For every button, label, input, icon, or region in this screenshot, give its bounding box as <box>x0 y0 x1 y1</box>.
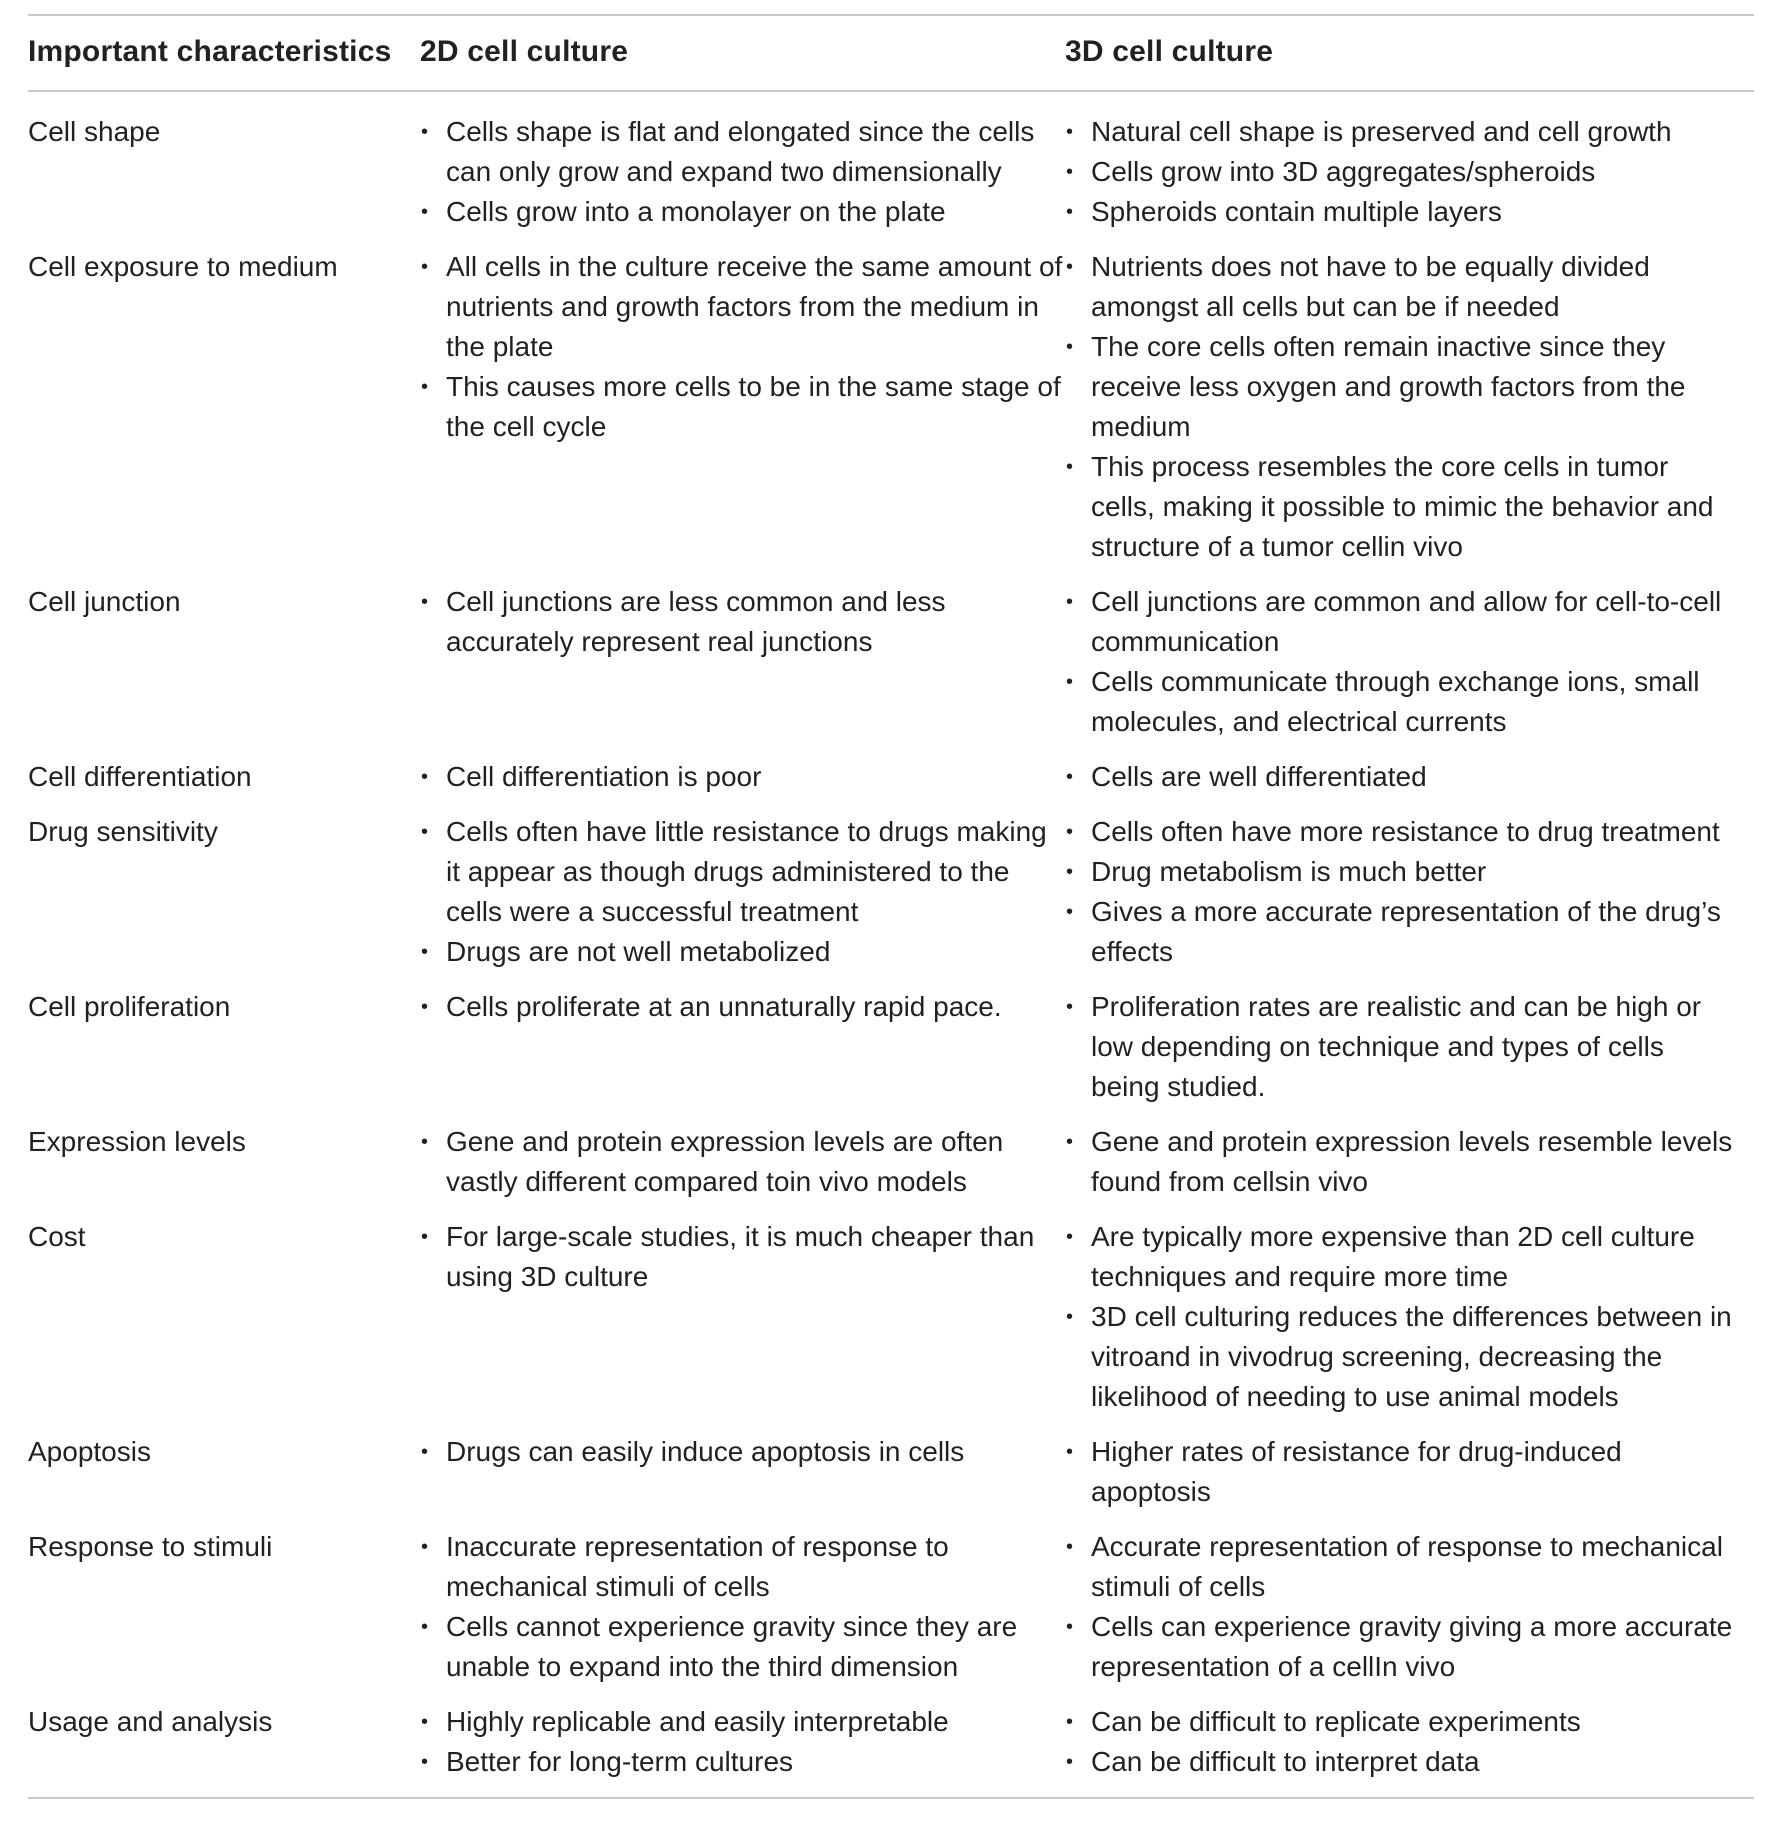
bullet-item <box>1065 112 1734 152</box>
cell-2d-bullets <box>420 1527 1065 1687</box>
cell-3d-bullets <box>1065 1432 1754 1512</box>
bullet-item <box>1065 447 1734 567</box>
bullet-item <box>1065 1742 1734 1782</box>
bullet-item <box>1065 1122 1734 1202</box>
bullet-text: Cell differentiation is poor <box>446 761 762 792</box>
bullet-item <box>420 757 1065 797</box>
bullet-icon: • <box>1066 336 1074 358</box>
bullet-item <box>1065 247 1734 327</box>
row-label: Usage and analysis <box>28 1706 273 1737</box>
bullet-item <box>420 812 1065 932</box>
header-important-characteristics: Important characteristics <box>28 35 392 68</box>
bullet-icon: • <box>1066 1441 1074 1463</box>
row-label: Cell exposure to medium <box>28 251 338 282</box>
bullet-text: The core cells often remain inactive since they receive less oxygen and growth factors from the medium <box>1091 331 1686 442</box>
bullet-text: Proliferation rates are realistic and can be high or low depending on technique and types of cells being studied. <box>1091 991 1702 1102</box>
bullet-icon: • <box>1066 671 1074 693</box>
bullet-text: Are typically more expensive than 2D cell culture techniques and require more time <box>1091 1221 1695 1292</box>
cell-3d-bullets <box>1065 1122 1754 1202</box>
bullet-item <box>420 1607 1065 1687</box>
row-label: Drug sensitivity <box>28 816 218 847</box>
row-label: Cell proliferation <box>28 991 231 1022</box>
bullet-icon: • <box>1066 996 1074 1018</box>
bullet-icon: • <box>421 996 429 1018</box>
bullet-text: Cell junctions are less common and less accurately represent real junctions <box>446 586 946 657</box>
row-label: Cost <box>28 1221 86 1252</box>
bullet-icon: • <box>1066 1131 1074 1153</box>
header-3d-cell-culture: 3D cell culture <box>1065 35 1274 68</box>
cell-3d-bullets <box>1065 1527 1754 1687</box>
bullet-icon: • <box>1066 1711 1074 1733</box>
cell-2d-bullets <box>420 1122 1065 1202</box>
bullet-item <box>1065 1527 1734 1607</box>
bullet-item <box>1065 757 1734 797</box>
cell-2d-bullets <box>420 1702 1065 1782</box>
cell-2d-bullets <box>420 582 1065 742</box>
cell-3d-bullets <box>1065 757 1754 797</box>
bullet-text: For large-scale studies, it is much cheaper than using 3D culture <box>446 1221 1035 1292</box>
cell-3d-bullets <box>1065 582 1754 742</box>
cell-3d-bullets <box>1065 812 1754 972</box>
bullet-icon: • <box>1066 901 1074 923</box>
bullet-icon: • <box>1066 821 1074 843</box>
bullet-icon: • <box>1066 1616 1074 1638</box>
bullet-icon: • <box>1066 256 1074 278</box>
bullet-icon: • <box>1066 591 1074 613</box>
bullet-text: This process resembles the core cells in tumor cells, making it possible to mimic the behavior and structure of a tumor cellin vivo <box>1091 451 1714 562</box>
bullet-text: Inaccurate representation of response to mechanical stimuli of cells <box>446 1531 949 1602</box>
bullet-icon: • <box>421 1226 429 1248</box>
row-label: Cell differentiation <box>28 761 252 792</box>
bullet-text: Better for long-term cultures <box>446 1746 794 1777</box>
bullet-text: Cells often have little resistance to drugs making it appear as though drugs administered to the cells were a successful treatment <box>446 816 1047 927</box>
bullet-text: Cell junctions are common and allow for cell-to-cell communication <box>1091 586 1722 657</box>
table-row <box>28 1122 1754 1217</box>
bullet-icon: • <box>1066 1751 1074 1773</box>
bullet-icon: • <box>1066 456 1074 478</box>
bullet-text: Cells grow into 3D aggregates/spheroids <box>1091 156 1596 187</box>
bullet-item <box>1065 152 1734 192</box>
bullet-item <box>1065 892 1734 972</box>
bullet-item <box>1065 327 1734 447</box>
cell-2d-bullets <box>420 1217 1065 1417</box>
bullet-icon: • <box>421 941 429 963</box>
bullet-item <box>1065 1432 1734 1512</box>
bullet-item <box>1065 852 1734 892</box>
cell-3d-bullets <box>1065 112 1754 232</box>
bullet-item <box>1065 582 1734 662</box>
bullet-item <box>1065 987 1734 1107</box>
table-row <box>28 1217 1754 1432</box>
cell-3d-bullets <box>1065 1217 1754 1417</box>
bullet-text: Cells grow into a monolayer on the plate <box>446 196 946 227</box>
bullet-text: All cells in the culture receive the same amount of nutrients and growth factors from the medium in the plate <box>446 251 1063 362</box>
bullet-item <box>420 987 1065 1027</box>
bullet-text: Higher rates of resistance for drug-induced apoptosis <box>1091 1436 1622 1507</box>
table-row <box>28 757 1754 812</box>
bullet-item <box>420 1742 1065 1782</box>
bullet-icon: • <box>421 121 429 143</box>
bullet-icon: • <box>421 1751 429 1773</box>
bullet-text: Spheroids contain multiple layers <box>1091 196 1502 227</box>
table-row <box>28 1432 1754 1527</box>
bullet-item <box>1065 192 1734 232</box>
bullet-icon: • <box>421 1131 429 1153</box>
bullet-item <box>420 1432 1065 1472</box>
bullet-text: 3D cell culturing reduces the differences between in vitroand in vivodrug screening, decreasing the likelihood of needing to use animal models <box>1091 1301 1732 1412</box>
table-header-row <box>28 14 1754 92</box>
bullet-item <box>420 367 1065 447</box>
table-row <box>28 582 1754 757</box>
row-label: Expression levels <box>28 1126 246 1157</box>
bullet-text: Can be difficult to replicate experiments <box>1091 1706 1581 1737</box>
row-label: Cell shape <box>28 116 161 147</box>
bullet-item <box>420 1527 1065 1607</box>
bullet-item <box>420 1217 1065 1297</box>
bullet-icon: • <box>421 376 429 398</box>
bullet-text: Gene and protein expression levels are often vastly different compared toin vivo models <box>446 1126 1004 1197</box>
cell-2d-bullets <box>420 247 1065 567</box>
bullet-item <box>1065 1607 1734 1687</box>
bullet-text: This causes more cells to be in the same stage of the cell cycle <box>446 371 1061 442</box>
bullet-text: Cells cannot experience gravity since they are unable to expand into the third dimension <box>446 1611 1018 1682</box>
bullet-item <box>420 1702 1065 1742</box>
bullet-text: Cells shape is flat and elongated since the cells can only grow and expand two dimensionally <box>446 116 1035 187</box>
bullet-item <box>420 1122 1065 1202</box>
row-label: Response to stimuli <box>28 1531 273 1562</box>
bullet-icon: • <box>1066 1226 1074 1248</box>
table-row <box>28 987 1754 1122</box>
cell-2d-bullets <box>420 987 1065 1107</box>
bullet-text: Accurate representation of response to mechanical stimuli of cells <box>1091 1531 1723 1602</box>
bullet-text: Highly replicable and easily interpretable <box>446 1706 949 1737</box>
table-row <box>28 1527 1754 1702</box>
bullet-icon: • <box>1066 201 1074 223</box>
bullet-text: Cells proliferate at an unnaturally rapid pace. <box>446 991 1002 1022</box>
bullet-icon: • <box>421 821 429 843</box>
bullet-icon: • <box>421 1441 429 1463</box>
cell-3d-bullets <box>1065 247 1754 567</box>
bullet-text: Cells can experience gravity giving a more accurate representation of a cellIn vivo <box>1091 1611 1733 1682</box>
bullet-text: Nutrients does not have to be equally divided amongst all cells but can be if needed <box>1091 251 1650 322</box>
bullet-icon: • <box>1066 161 1074 183</box>
bullet-text: Drugs are not well metabolized <box>446 936 831 967</box>
cell-3d-bullets <box>1065 1702 1754 1782</box>
bullet-item <box>1065 1702 1734 1742</box>
bullet-item <box>1065 662 1734 742</box>
bullet-item <box>420 932 1065 972</box>
bullet-item <box>1065 812 1734 852</box>
bullet-item <box>1065 1217 1734 1297</box>
bullet-icon: • <box>421 256 429 278</box>
cell-3d-bullets <box>1065 987 1754 1107</box>
bullet-icon: • <box>421 766 429 788</box>
table-row <box>28 247 1754 582</box>
bullet-icon: • <box>1066 121 1074 143</box>
bullet-icon: • <box>421 1616 429 1638</box>
bullet-item <box>1065 1297 1734 1417</box>
bullet-text: Drugs can easily induce apoptosis in cells <box>446 1436 965 1467</box>
header-2d-cell-culture: 2D cell culture <box>420 35 629 68</box>
bullet-icon: • <box>421 1711 429 1733</box>
bullet-icon: • <box>1066 1306 1074 1328</box>
row-label: Apoptosis <box>28 1436 151 1467</box>
bullet-text: Cells are well differentiated <box>1091 761 1427 792</box>
bullet-item <box>420 582 1065 662</box>
table-row <box>28 112 1754 247</box>
bullet-icon: • <box>1066 861 1074 883</box>
cell-2d-bullets <box>420 757 1065 797</box>
bullet-text: Drug metabolism is much better <box>1091 856 1487 887</box>
bullet-item <box>420 247 1065 367</box>
bullet-item <box>420 192 1065 232</box>
bullet-text: Gives a more accurate representation of the drug’s effects <box>1091 896 1721 967</box>
bullet-icon: • <box>1066 1536 1074 1558</box>
bullet-text: Natural cell shape is preserved and cell growth <box>1091 116 1672 147</box>
cell-2d-bullets <box>420 1432 1065 1512</box>
table-row <box>28 812 1754 987</box>
bullet-icon: • <box>421 591 429 613</box>
bullet-text: Cells often have more resistance to drug treatment <box>1091 816 1720 847</box>
bullet-icon: • <box>421 201 429 223</box>
bullet-item <box>420 112 1065 192</box>
bullet-text: Can be difficult to interpret data <box>1091 1746 1480 1777</box>
cell-2d-bullets <box>420 812 1065 972</box>
bullet-icon: • <box>421 1536 429 1558</box>
bullet-text: Gene and protein expression levels resemble levels found from cellsin vivo <box>1091 1126 1733 1197</box>
table-row <box>28 1702 1754 1797</box>
bullet-text: Cells communicate through exchange ions, small molecules, and electrical currents <box>1091 666 1700 737</box>
bullet-icon: • <box>1066 766 1074 788</box>
row-label: Cell junction <box>28 586 181 617</box>
table-body <box>28 92 1754 1799</box>
cell-2d-bullets <box>420 112 1065 232</box>
